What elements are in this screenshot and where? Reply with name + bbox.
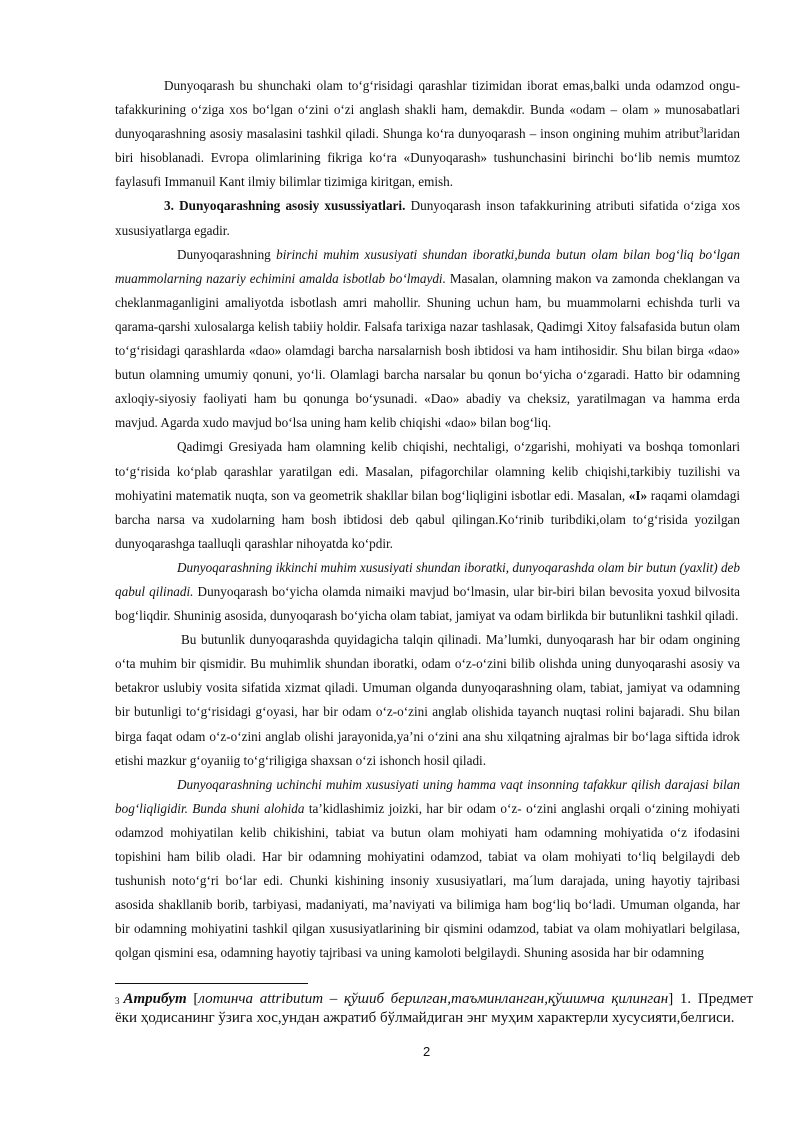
text-run: Dunyoqarash bo‘yicha olamda nimaiki mavjud bo‘lmasin, ular bir-biri bilan bevosita yoxud bilvosita bog‘liqdir. Shuninig asosida, dunyoqarash bo‘yicha olam tabiat, jamiyat va odam birlikda bir butunlikni tashkil qiladi.: [115, 583, 740, 624]
paragraph: [115, 194, 740, 242]
page-number: 2: [423, 1044, 431, 1059]
text-run: Dunyoqarash bu shunchaki olam to‘g‘risidagi qarashlar tizimidan iborat emas,balki unda odamzod ongu-tafakkurining o‘ziga xos bo‘lgan o‘zini o‘zi anglash shakli ham, demakdir. Bunda «odam – olam » munosabatlari dunyoqarashning asosiy masalasini tashkil qiladi. Shunga ko‘ra dunyoqarash – inson ongining muhim atribut: [115, 78, 740, 142]
footnote-close-bracket: ]: [668, 991, 680, 1007]
paragraph: [115, 556, 740, 628]
paragraph: [115, 74, 740, 194]
bold-text: 3. Dunyoqarashning asosiy xusussiyatlari.: [164, 198, 406, 214]
text-run: Qadimgi Gresiyada ham olamning kelib chiqishi, nechtaligi, o‘zgarishi, mohiyati va boshqa tomonlari to‘g‘risida ko‘plab qarashlar yaratilgan edi. Masalan, pifagorchilar olamning kelib chiqishi,tarkibiy tuzilishi va mohiyatini matematik nuqta, son va geometrik shakllar bilan bog‘liqligini isbotlar edi. Masalan,: [115, 439, 740, 503]
text-run: Masalan, olamning makon va zamonda cheklangan va cheklanmaganligini amaliyotda isbotlash amri mahollir. Shuning uchun ham, bu muammolarni echishda turli va qarama-qarshi xulosalarga kelish tabiiy holdir. Falsafa tarixiga nazar tashlasak, Qadimgi Xitoy falsafasida butun olam to‘g‘risidagi qarashlarda «dao» olamdagi barcha narsalarnish bosh ibtidosi va ham intihosidir. Shu bilan birga «dao» butun olamning umumiy qonuni, yo‘li. Olamlagi barcha narsalar bu qonun bo‘yicha o‘zgaradi. Hatto bir odamning axloqiy-siyosiy faoliyati ham bu qonunga bo‘ysunadi. «Dao» abadiy va cheksiz, yaratilmagan va hamma erda mavjud. Agarda xudo mavjud bo‘lsa uning ham kelib chiqishi «dao» bilan bog‘liq.: [115, 270, 740, 431]
paragraph: [115, 435, 740, 555]
footnote-term: Атрибут: [123, 991, 187, 1007]
main-text: [115, 74, 740, 965]
footnote-lang: лотинча: [198, 991, 260, 1007]
footnote-reference: 3: [699, 125, 704, 135]
italic-text: Dunyoqarashning uchinchi muhim xususiyati uning hamma vaqt insonning tafakkur qilish darajasi bilan bog‘liqligidir. Bunda shuni alohida: [115, 776, 740, 816]
footnote-latin-gloss: attributum – қўшиб берилган,таъминланган,қўшимча қилинган: [259, 991, 669, 1007]
text-run: laridan biri hisoblanadi. Evropa olimlarining fikriga ko‘ra «Dunyoqarash» tushunchasini birinchi bo‘lib nemis mumtoz faylasufi Immanuil Kant ilmiy bilimlar tizimiga kiritgan, emish.: [115, 126, 740, 190]
paragraph: [115, 243, 740, 436]
footnote-mark: 3: [115, 996, 120, 1006]
text-run: Dunyoqarashning: [177, 246, 277, 262]
text-run: raqami olamdagi barcha narsa va xudolarning ham bosh ibtidosi deb qabul qilingan.Ko‘rinib turibdiki,olam to‘g‘risida yozilgan dunyoqarashga taalluqli qarashlar nihoyatda ko‘pdir.: [115, 487, 740, 551]
text-run: Dunyoqarash inson tafakkurining atributi sifatida o‘ziga xos xususiyatlarga egadir.: [115, 198, 740, 238]
paragraph: [115, 773, 740, 966]
text-run: ta’kidlashimiz joizki, har bir odam o‘z- o‘zini anglashi orqali o‘zining mohiyati odamzod mohiyatilan kelib chikishini, tabiat va butun olam mohiyati ham odamning mohiyatida o‘z ifodasini topishini ham bilib oladi. Har bir odamning mohiyatini odamzod, tabiat va olam mohiyati to‘liq belgilaydi deb tushunish noto‘g‘ri bo‘lar edi. Chunki kishining insoniy xususiyatlari, ma´lum darajada, uning hayotiy tajribasi asosida shakllanib borib, tarbiyasi, madaniyati, ma’naviyati va bilimiga ham bog‘liq bo‘ladi. Umuman olganda, har bir odamning mohiyatini tashkil qilgan xususiyatlarining bir qismini odamzod, tabiat va olam mohiyatlari belgilasa, qolgan qismini esa, odamning hayotiy tajribasi va uning kamoloti belgilaydi. Shuning asosida har bir odamning: [115, 800, 740, 961]
bold-text: «I»: [628, 487, 648, 503]
footnote-definition: 1. Предмет ёки ҳодисанинг ўзига хос,ундан ажратиб бўлмайдиган энг муҳим характерли хусусияти,белгиси.: [115, 991, 754, 1026]
text-run: Bu butunlik dunyoqarashda quyidagicha talqin qilinadi. Ma’lumki, dunyoqarash har bir odam ongining o‘ta muhim bir qismidir. Bu muhimlik shundan iboratki, odam o‘z-o‘zini bilib olishda uning dunyoqarashi asosiy va betakror uslubiy vosita sifatida xizmat qiladi. Umuman olganda dunyoqarashning olam, tabiat, jamiyat va odamning bir butunligi to‘g‘risidagi g‘oyasi, har bir odam o‘z-o‘zini anglab olishida tayanch nuqtasi rolini bajaradi. Shu bilan birga faqat odam o‘z-o‘zini anglab olishi jarayonida,ya’ni o‘zini ana shu xilqatning ajralmas bir bo‘laga siftida idrok etishi mazkur g‘oyaniig to‘g‘riligiga shaxsan o‘zi ishonch hosil qiladi.: [115, 632, 740, 768]
footnote-open-bracket: [: [186, 991, 199, 1007]
footnote-paragraph: [115, 990, 753, 1028]
footnote-separator: [115, 983, 308, 984]
paragraph: [115, 628, 740, 773]
italic-text: Dunyoqarashning ikkinchi muhim xususiyati shundan iboratki, dunyoqarashda olam bir butun (yaxlit) deb qabul qilinadi.: [115, 559, 740, 599]
italic-text: birinchi muhim xususiyati shundan iboratki,bunda butun olam bilan bog‘liq bo‘lgan muammolarning nazariy echimini amalda isbotlab bo‘lmaydi.: [115, 246, 740, 286]
footnote: [115, 990, 753, 1028]
